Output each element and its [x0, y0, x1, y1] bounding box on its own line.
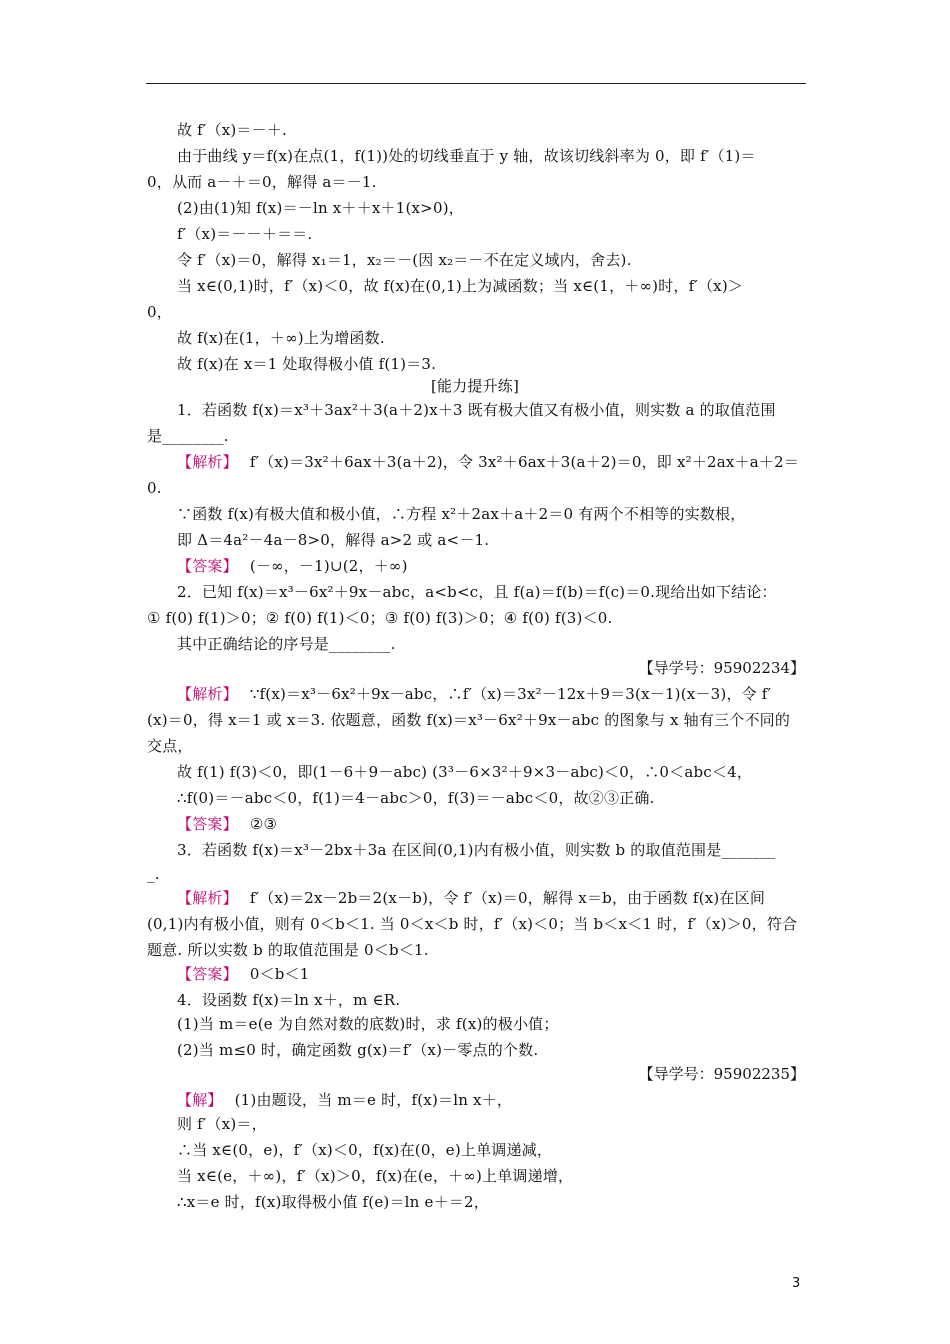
guide-number: 【导学号：95902234】: [638, 659, 805, 677]
question-2-stem: 2．已知 f(x)＝x³－6x²＋9x－abc，a<b<c，且 f(a)＝f(b)＝f(c)＝0.现给出如下结论：: [177, 583, 777, 601]
solution-tag: 【解】: [177, 1091, 223, 1109]
answer-tag: 【答案】: [177, 557, 238, 575]
question-4-stem: 4．设函数 f(x)＝ln x＋，m ∈R.: [177, 991, 401, 1009]
text-line: 则 f′（x)＝，: [177, 1115, 267, 1133]
question-4-part-1: (1)当 m＝e(e 为自然对数的底数)时，求 f(x)的极小值；: [177, 1015, 559, 1033]
question-3-blank: _.: [147, 865, 160, 883]
text-line: ∴当 x∈(0，e)，f′（x)＜0，f(x)在(0，e)上单调递减，: [177, 1141, 553, 1159]
section-title: [能力提升练]: [430, 377, 520, 395]
page-number: 3: [792, 1276, 801, 1291]
analysis-text: f′（x)＝2x－2b＝2(x－b)，令 f′（x)＝0，解得 x＝b，由于函数 f(x)在区间: [249, 889, 766, 907]
answer-text: (－∞，－1)∪(2，＋∞): [249, 557, 408, 575]
question-4-part-2: (2)当 m≤0 时，确定函数 g(x)＝f′（x)－零点的个数.: [177, 1041, 539, 1059]
question-1-stem: 1．若函数 f(x)＝x³＋3ax²＋3(a＋2)x＋3 既有极大值又有极小值，则实数 a 的取值范围: [177, 401, 776, 419]
header-rule: [146, 83, 806, 84]
text-line: f′（x)＝－－＋＝＝.: [177, 225, 313, 243]
answer-tag: 【答案】: [177, 965, 238, 983]
text-line: 故 f(x)在(1，＋∞)上为增函数.: [177, 329, 385, 347]
question-2-answer: [177, 814, 837, 834]
text-line: 故 f(1) f(3)＜0，即(1－6＋9－abc) (3³－6×3²＋9×3－abc)＜0，∴0＜abc＜4，: [177, 763, 753, 781]
text-line: 题意. 所以实数 b 的取值范围是 0＜b＜1.: [147, 941, 429, 959]
question-2-analysis: [177, 684, 837, 704]
text-line: (2)由(1)知 f(x)＝－ln x＋＋x＋1(x>0)，: [177, 199, 464, 217]
analysis-tag: 【解析】: [177, 685, 238, 703]
text-line: 由于曲线 y＝f(x)在点(1，f(1))处的切线垂直于 y 轴，故该切线斜率为 0，即 f′（1)＝: [177, 147, 756, 165]
guide-number: 【导学号：95902235】: [638, 1065, 805, 1083]
question-3-answer: [177, 964, 837, 984]
question-2-options: ① f(0) f(1)＞0；② f(0) f(1)＜0；③ f(0) f(3)＞0；④ f(0) f(3)＜0.: [147, 609, 613, 627]
text-line: 交点，: [147, 737, 193, 755]
text-line: 0，: [147, 303, 172, 321]
text-line: 当 x∈(0,1)时，f′（x)＜0，故 f(x)在(0,1)上为减函数；当 x∈(1，＋∞)时，f′（x)＞: [177, 277, 744, 295]
answer-text: ②③: [249, 815, 278, 833]
question-3-analysis: [177, 888, 837, 908]
text-line: 即 Δ＝4a²－4a－8>0，解得 a>2 或 a<－1.: [177, 531, 490, 549]
answer-text: 0＜b＜1: [249, 965, 310, 983]
question-2-blank: 其中正确结论的序号是________.: [177, 635, 396, 653]
text-line: 故 f(x)在 x＝1 处取得极小值 f(1)＝3.: [177, 355, 437, 373]
question-1-blank: 是________.: [147, 427, 229, 445]
solution-text: (1)由题设，当 m＝e 时，f(x)＝ln x＋，: [234, 1091, 513, 1109]
question-1-answer: [177, 556, 837, 576]
text-line: ∴x＝e 时，f(x)取得极小值 f(e)＝ln e＋＝2，: [177, 1193, 489, 1211]
text-line: 故 f′（x)＝－＋.: [177, 121, 288, 139]
question-4-solution: [177, 1090, 837, 1110]
question-3-stem: 3．若函数 f(x)＝x³－2bx＋3a 在区间(0,1)内有极小值，则实数 b 的取值范围是_______: [177, 841, 776, 859]
analysis-tag: 【解析】: [177, 889, 238, 907]
text-line: ∴f(0)＝－abc＜0，f(1)＝4－abc＞0，f(3)＝－abc＜0，故②③正确.: [177, 789, 655, 807]
text-line: (x)＝0，得 x＝1 或 x＝3. 依题意，函数 f(x)＝x³－6x²＋9x－abc 的图象与 x 轴有三个不同的: [147, 711, 791, 729]
analysis-text: ∵f(x)＝x³－6x²＋9x－abc，∴f′（x)＝3x²－12x＋9＝3(x－1)(x－3)，令 f′: [249, 685, 772, 703]
text-line: 当 x∈(e，＋∞)，f′（x)＞0，f(x)在(e，＋∞)上单调递增，: [177, 1167, 574, 1185]
text-line: 0.: [147, 479, 162, 497]
question-1-analysis: [177, 452, 837, 472]
text-line: (0,1)内有极小值，则有 0＜b＜1. 当 0＜x＜b 时，f′（x)＜0；当 b＜x＜1 时，f′（x)＞0，符合: [147, 915, 798, 933]
text-line: 令 f′（x)＝0，解得 x₁＝1，x₂＝－(因 x₂＝－不在定义域内，舍去).: [177, 251, 632, 269]
analysis-tag: 【解析】: [177, 453, 238, 471]
answer-tag: 【答案】: [177, 815, 238, 833]
analysis-text: f′（x)＝3x²＋6ax＋3(a＋2)，令 3x²＋6ax＋3(a＋2)＝0，即 x²＋2ax＋a＋2＝: [249, 453, 800, 471]
text-line: ∵函数 f(x)有极大值和极小值，∴方程 x²＋2ax＋a＋2＝0 有两个不相等的实数根，: [177, 505, 746, 523]
text-line: 0，从而 a－＋＝0，解得 a＝－1.: [147, 173, 377, 191]
